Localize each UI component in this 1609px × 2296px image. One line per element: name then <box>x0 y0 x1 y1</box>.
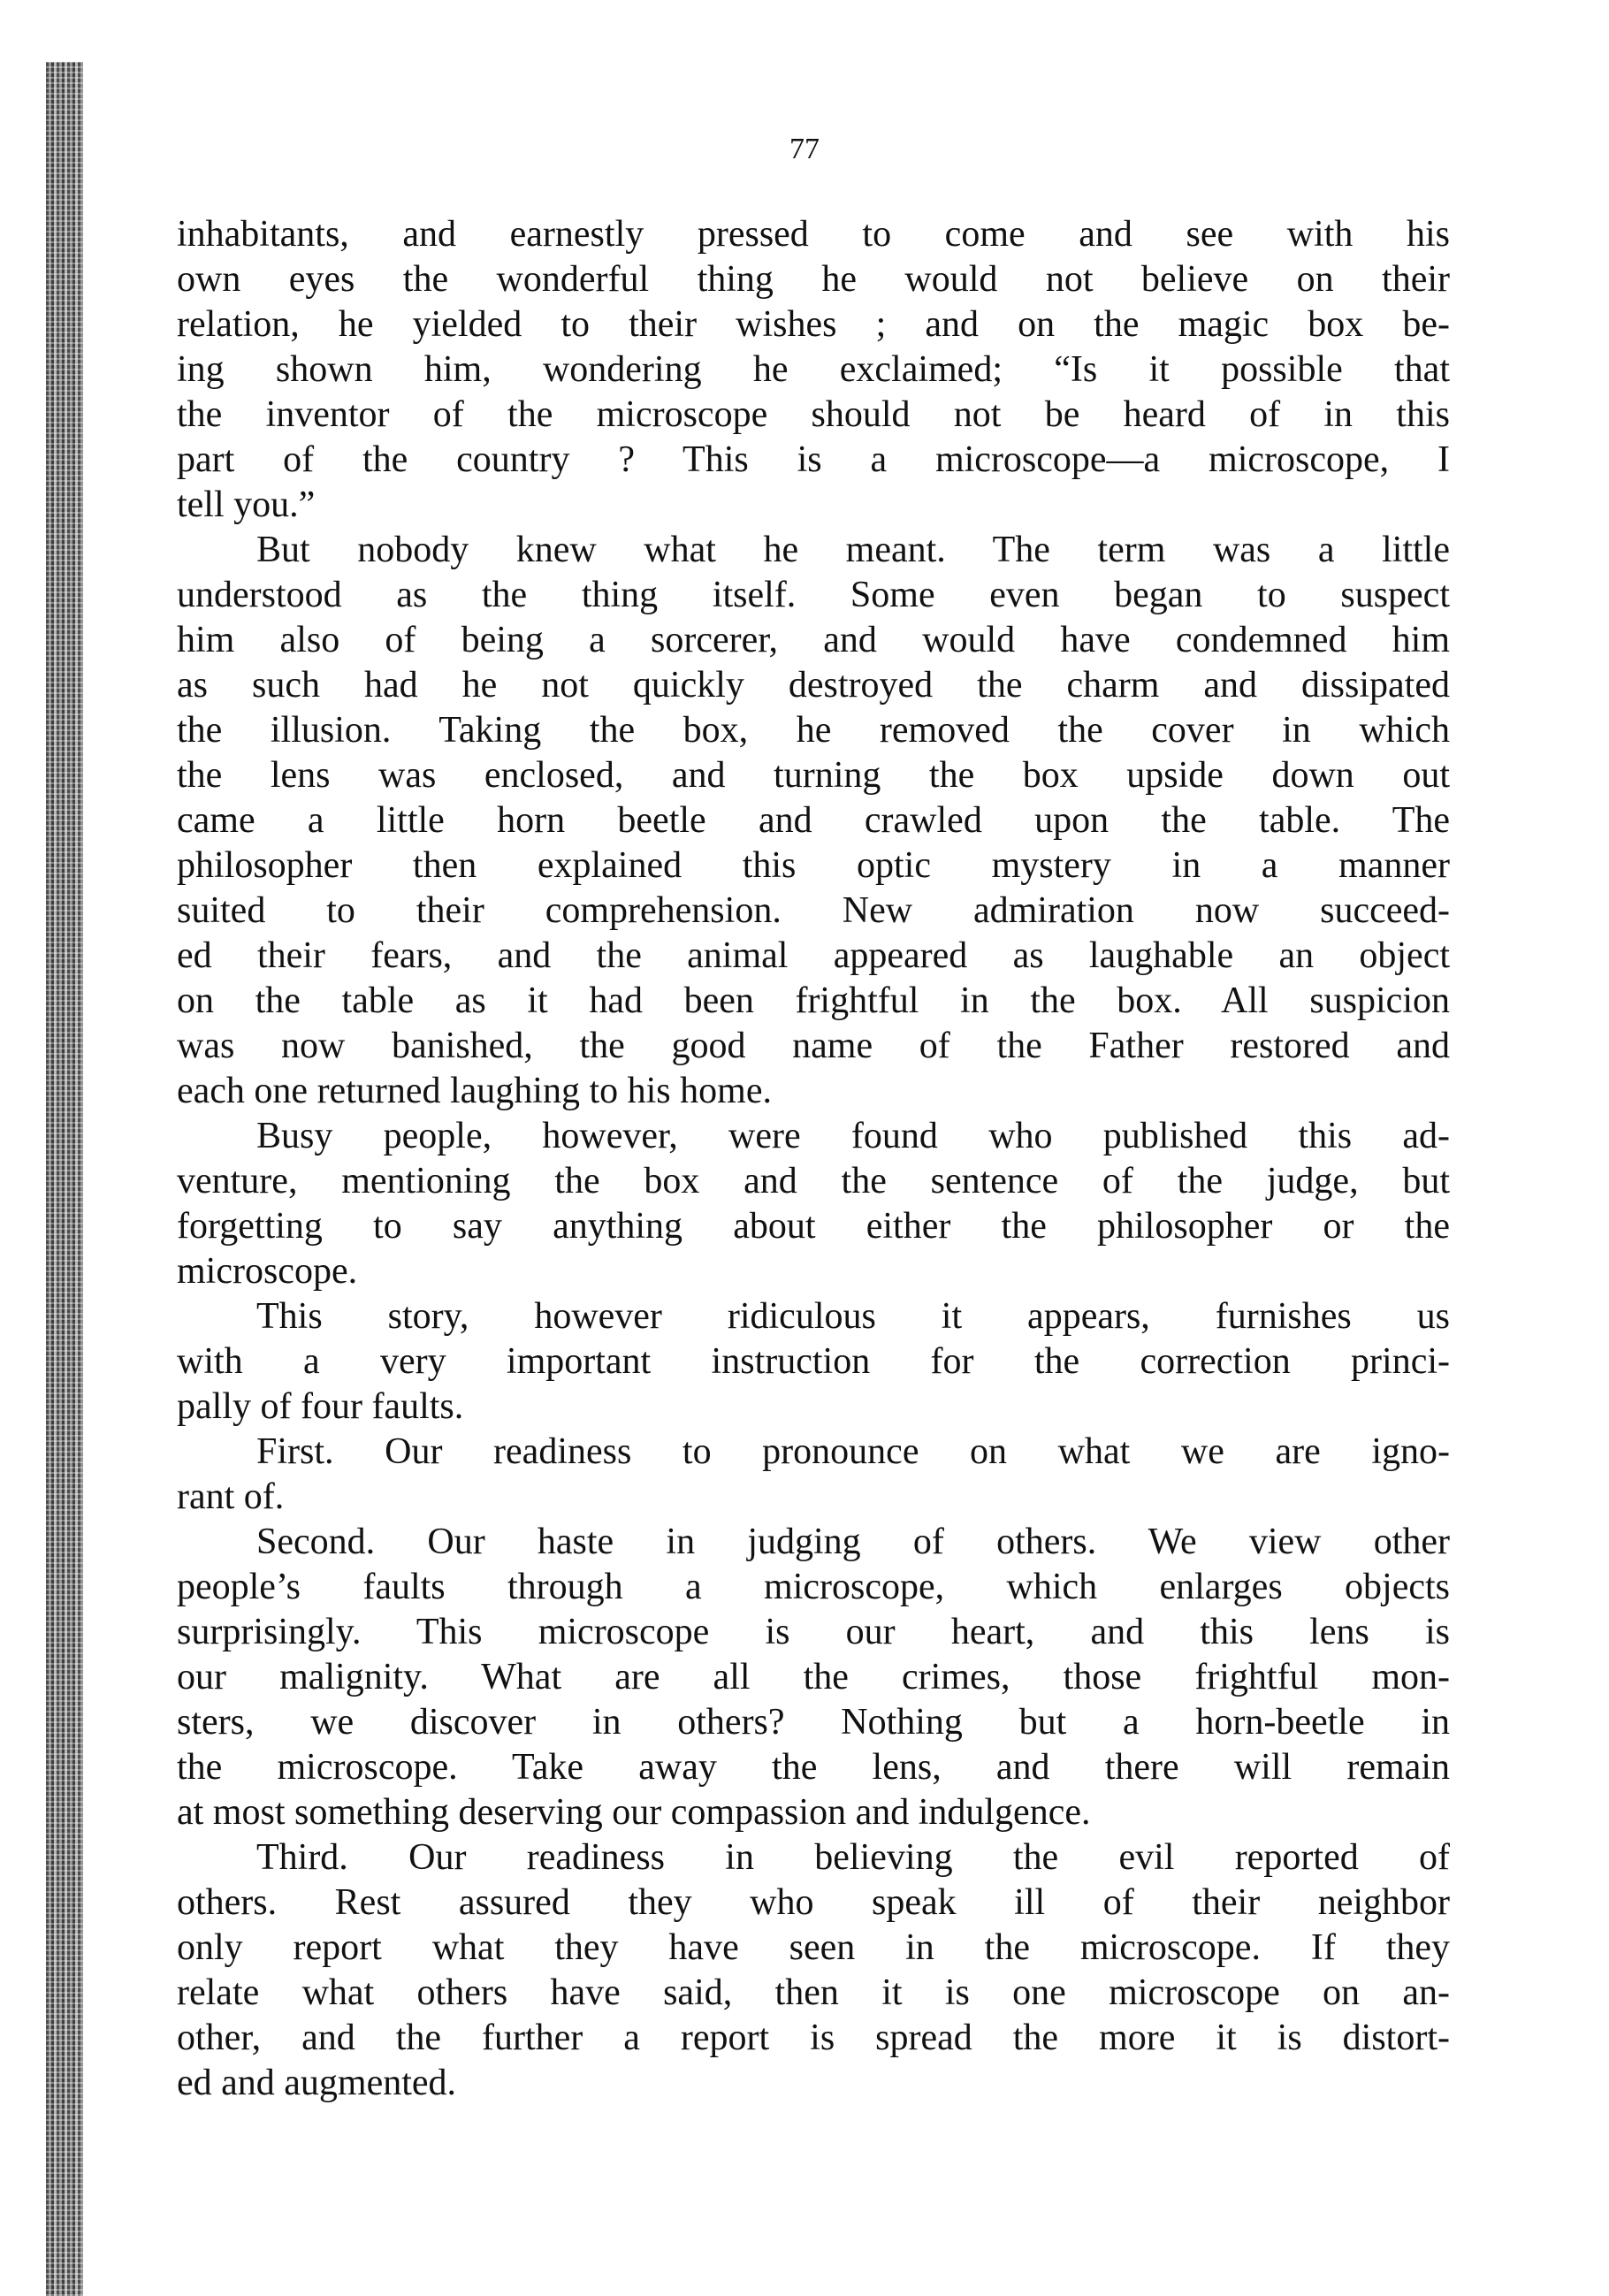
text-line: First. Our readiness to pronounce on what we are igno- <box>256 1431 1450 1472</box>
text-line: microscope. <box>177 1251 358 1292</box>
text-line: surprisingly. This microscope is our heart, and this lens is <box>177 1612 1450 1652</box>
text-line: at most something deserving our compassion and indulgence. <box>177 1792 1091 1833</box>
paragraph <box>177 1294 1450 1430</box>
paragraph <box>177 1520 1450 1835</box>
text-line: own eyes the wonderful thing he would not believe on their <box>177 259 1450 300</box>
text-line: only report what they have seen in the microscope. If they <box>177 1927 1450 1968</box>
text-line: each one returned laughing to his home. <box>177 1071 772 1111</box>
text-line: pally of four faults. <box>177 1386 464 1427</box>
text-line: other, and the further a report is spread the more it is distort- <box>177 2018 1450 2058</box>
paragraph <box>177 1430 1450 1520</box>
text-line: part of the country ? This is a microscope—a microscope, I <box>177 439 1450 480</box>
text-line: tell you.” <box>177 484 316 525</box>
text-line: venture, mentioning the box and the sentence of the judge, but <box>177 1161 1450 1201</box>
text-line: sters, we discover in others? Nothing but a horn-beetle in <box>177 1702 1450 1743</box>
text-line: the illusion. Taking the box, he removed the cover in which <box>177 710 1450 751</box>
text-line: inhabitants, and earnestly pressed to come and see with his <box>177 214 1450 255</box>
text-line: relate what others have said, then it is one microscope on an- <box>177 1972 1450 2013</box>
page-number: 77 <box>789 133 820 165</box>
paragraph <box>177 528 1450 1114</box>
text-line: the microscope. Take away the lens, and there will remain <box>177 1747 1450 1788</box>
text-line: as such had he not quickly destroyed the charm and dissipated <box>177 665 1450 706</box>
text-line: But nobody knew what he meant. The term was a little <box>256 530 1450 570</box>
scanned-binding-edge <box>46 62 83 2296</box>
text-line: the lens was enclosed, and turning the box upside down out <box>177 755 1450 796</box>
text-line: philosopher then explained this optic mystery in a manner <box>177 845 1450 886</box>
body-text <box>177 212 1450 2106</box>
text-line: understood as the thing itself. Some even began to suspect <box>177 575 1450 615</box>
text-line: Busy people, however, were found who published this ad- <box>256 1116 1450 1156</box>
text-line: came a little horn beetle and crawled upon the table. The <box>177 800 1450 841</box>
text-line: with a very important instruction for the correction princi- <box>177 1341 1450 1382</box>
text-line: This story, however ridiculous it appears, furnishes us <box>256 1296 1450 1337</box>
text-line: others. Rest assured they who speak ill of their neighbor <box>177 1882 1450 1923</box>
text-line: ed their fears, and the animal appeared as laughable an object <box>177 935 1450 976</box>
text-line: him also of being a sorcerer, and would have condemned him <box>177 620 1450 660</box>
text-line: on the table as it had been frightful in the box. All suspicion <box>177 980 1450 1021</box>
paragraph <box>177 1114 1450 1294</box>
text-line: ed and augmented. <box>177 2063 457 2103</box>
text-line: was now banished, the good name of the Father restored and <box>177 1026 1450 1066</box>
text-line: suited to their comprehension. New admiration now succeed- <box>177 890 1450 931</box>
text-line: Third. Our readiness in believing the evil reported of <box>256 1837 1450 1878</box>
text-line: forgetting to say anything about either the philosopher or the <box>177 1206 1450 1247</box>
text-line: rant of. <box>177 1476 285 1517</box>
paragraph <box>177 212 1450 528</box>
text-line: relation, he yielded to their wishes ; and on the magic box be- <box>177 304 1450 345</box>
text-line: our malignity. What are all the crimes, those frightful mon- <box>177 1657 1450 1697</box>
text-line: Second. Our haste in judging of others. We view other <box>256 1522 1450 1562</box>
paragraph <box>177 1835 1450 2106</box>
text-line: ing shown him, wondering he exclaimed; “Is it possible that <box>177 349 1450 390</box>
text-line: people’s faults through a microscope, which enlarges objects <box>177 1567 1450 1607</box>
text-line: the inventor of the microscope should not be heard of in this <box>177 394 1450 435</box>
